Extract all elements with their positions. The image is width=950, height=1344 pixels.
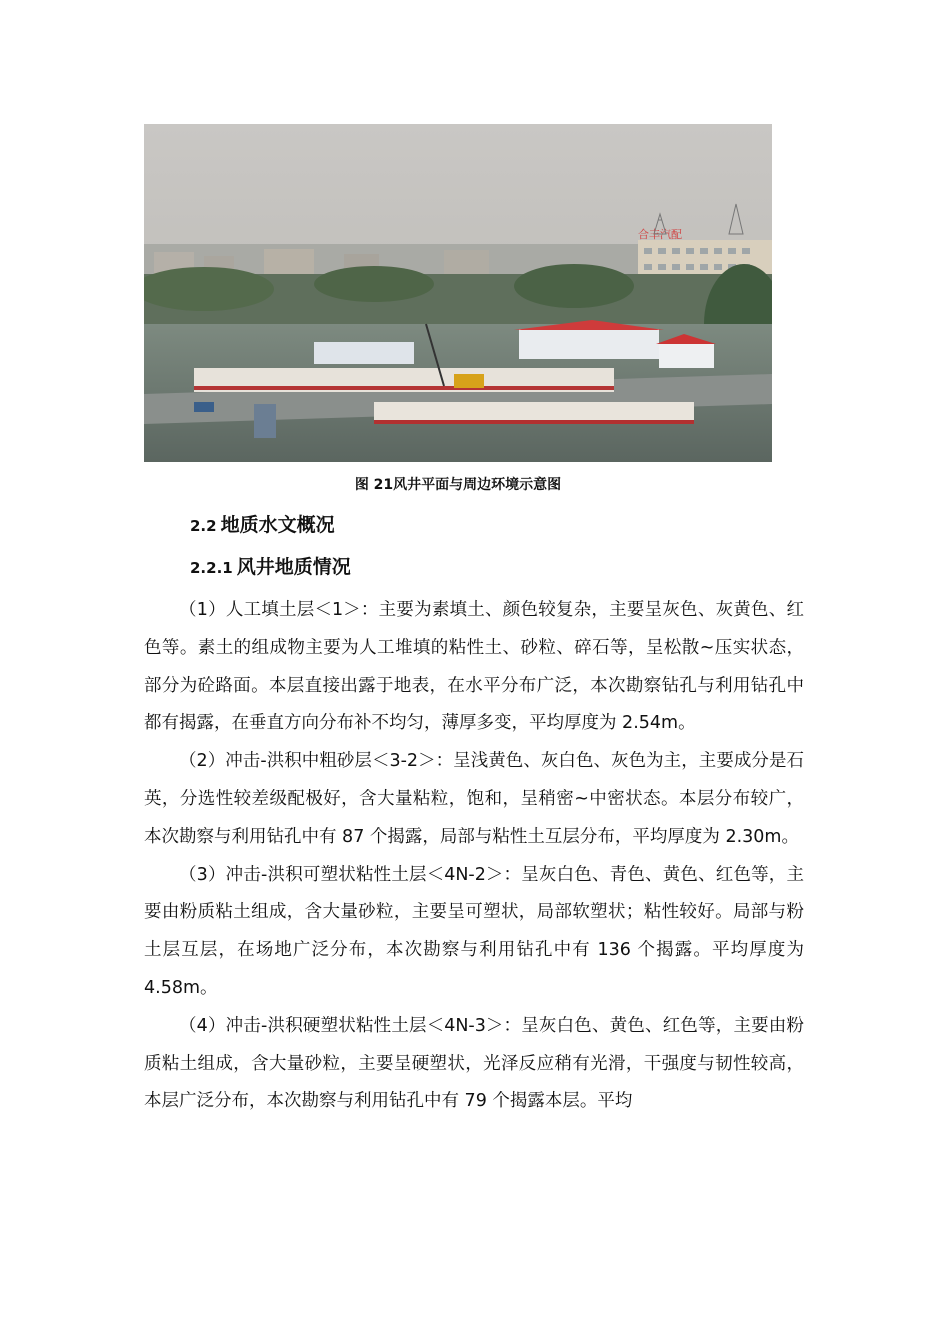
subsection-title: 风井地质情况: [236, 556, 351, 578]
paragraph: （3）冲击-洪积可塑状粘性土层＜4N-2＞：呈灰白色、青色、黄色、红色等，主要由粉质粘土组成，含大量砂粒，主要呈可塑状，局部软塑状；粘性较好。局部与粉土层互层，在场地广泛分布，本次勘察与利用钻孔中有 136 个揭露。平均厚度为 4.58m。: [144, 864, 804, 998]
paragraph: （2）冲击-洪积中粗砂层＜3-2＞：呈浅黄色、灰白色、灰色为主，主要成分是石英，分选性较差级配极好，含大量粘粒，饱和，呈稍密~中密状态。本层分布较广，本次勘察与利用钻孔中有 87 个揭露，局部与粘性土互层分布，平均厚度为 2.30m。: [144, 751, 804, 847]
section-number: 2.2: [190, 517, 217, 535]
section-title: 地质水文概况: [220, 514, 335, 536]
figure-caption: 图 21风井平面与周边环境示意图: [354, 477, 562, 493]
subsection-heading: [190, 552, 351, 579]
section-heading: [190, 510, 335, 537]
body-text: [144, 592, 804, 1121]
paragraph: （4）冲击-洪积硬塑状粘性土层＜4N-3＞：呈灰白色、黄色、红色等，主要由粉质粘土组成，含大量砂粒，主要呈硬塑状，光泽反应稍有光滑，干强度与韧性较高，本层广泛分布，本次勘察与利用钻孔中有 79 个揭露本层。平均: [144, 1015, 804, 1112]
subsection-number: 2.2.1: [190, 559, 233, 577]
sign-text: 合丰汽配: [638, 228, 682, 241]
site-photo: [144, 124, 772, 462]
paragraph: （1）人工填土层＜1＞：主要为素填土、颜色较复杂，主要呈灰色、灰黄色、红色等。素土的组成物主要为人工堆填的粘性土、砂粒、碎石等，呈松散~压实状态，部分为砼路面。本层直接出露于地表，在水平分布广泛，本次勘察钻孔与利用钻孔中都有揭露，在垂直方向分布补不均匀，薄厚多变，平均厚度为 2.54m。: [144, 600, 804, 734]
